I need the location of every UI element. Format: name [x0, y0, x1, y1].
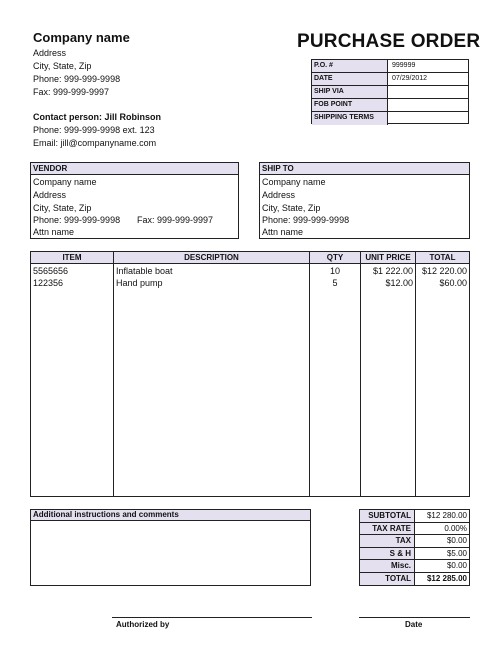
subtotal-row — [360, 510, 469, 523]
col-header-item: ITEM — [62, 253, 82, 262]
tax-row — [360, 535, 469, 548]
date-signature-line[interactable] — [359, 617, 470, 618]
authorized-by-label: Authorized by — [116, 620, 170, 629]
ship-to-city: City, State, Zip — [262, 203, 321, 213]
tax-rate-label: TAX RATE — [360, 523, 415, 535]
po-fob-point-row — [312, 99, 468, 112]
col-header-unit-price: UNIT PRICE — [365, 253, 411, 262]
item-description[interactable]: Hand pump — [116, 278, 163, 288]
col-header-description: DESCRIPTION — [184, 253, 239, 262]
shipping-handling-row — [360, 548, 469, 561]
ship-to-name: Company name — [262, 177, 326, 187]
tax-value: $0.00 — [446, 536, 467, 545]
instructions-header: Additional instructions and comments — [31, 510, 310, 521]
vendor-name: Company name — [33, 177, 97, 187]
item-qty[interactable]: 5 — [332, 278, 338, 288]
item-number[interactable]: 122356 — [33, 278, 64, 288]
contact-person: Contact person: Jill Robinson — [33, 112, 162, 122]
misc-row — [360, 560, 469, 573]
ship-to-box — [259, 162, 470, 239]
vendor-fax: Fax: 999-999-9997 — [137, 215, 214, 225]
column-divider — [113, 252, 114, 496]
total-value: $12 285.00 — [426, 573, 467, 583]
company-phone: Phone: 999-999-9998 — [33, 74, 121, 84]
item-unit-price[interactable]: $1 222.00 — [372, 266, 413, 276]
po-number-value[interactable]: 999999 — [392, 62, 416, 69]
subtotal-label: SUBTOTAL — [360, 510, 415, 522]
tax-label: TAX — [360, 535, 415, 547]
tax-rate-row — [360, 523, 469, 536]
item-total: $60.00 — [439, 278, 467, 288]
item-qty[interactable]: 10 — [329, 266, 340, 276]
instructions-box[interactable] — [30, 509, 311, 586]
misc-label: Misc. — [360, 560, 415, 572]
item-total: $12 220.00 — [421, 266, 467, 276]
subtotal-value: $12 280.00 — [426, 511, 467, 520]
document-title: PURCHASE ORDER — [297, 31, 481, 52]
company-fax: Fax: 999-999-9997 — [33, 87, 110, 97]
po-number-row — [312, 60, 468, 73]
po-ship-via-value[interactable] — [389, 86, 468, 98]
po-ship-via-label: SHIP VIA — [312, 86, 388, 98]
po-date-row — [312, 73, 468, 86]
po-date-value[interactable]: 07/29/2012 — [392, 75, 428, 82]
po-shipping-terms-row — [312, 112, 468, 125]
vendor-attn: Attn name — [33, 227, 75, 237]
ship-to-address: Address — [262, 190, 296, 200]
vendor-city: City, State, Zip — [33, 203, 92, 213]
items-table — [30, 251, 470, 497]
company-name: Company name — [33, 30, 130, 45]
po-ship-via-row — [312, 86, 468, 99]
vendor-header: VENDOR — [31, 163, 238, 175]
po-fob-point-label: FOB POINT — [312, 99, 388, 111]
po-number-label: P.O. # — [312, 60, 388, 72]
shipping-handling-value[interactable]: $5.00 — [446, 548, 467, 558]
ship-to-header: SHIP TO — [260, 163, 469, 175]
col-header-qty: QTY — [326, 253, 344, 262]
item-description[interactable]: Inflatable boat — [116, 266, 173, 276]
item-unit-price[interactable]: $12.00 — [385, 278, 413, 288]
company-address: Address — [33, 48, 67, 58]
total-label: TOTAL — [360, 573, 415, 586]
contact-phone: Phone: 999-999-9998 ext. 123 — [33, 125, 155, 135]
vendor-phone: Phone: 999-999-9998 — [33, 215, 121, 225]
vendor-address: Address — [33, 190, 67, 200]
authorized-signature-line[interactable] — [112, 617, 312, 618]
po-date-label: DATE — [312, 73, 388, 85]
tax-rate-value[interactable]: 0.00% — [444, 523, 467, 533]
total-row — [360, 573, 469, 586]
shipping-handling-label: S & H — [360, 548, 415, 560]
date-label: Date — [405, 620, 423, 629]
po-shipping-terms-label: SHIPPING TERMS — [312, 112, 388, 125]
contact-email: Email: jill@companyname.com — [33, 138, 157, 148]
po-fob-point-value[interactable] — [389, 99, 468, 111]
item-number[interactable]: 5565656 — [33, 266, 69, 276]
company-city: City, State, Zip — [33, 61, 92, 71]
col-header-total: TOTAL — [429, 253, 456, 262]
po-info-table — [311, 59, 469, 124]
ship-to-attn: Attn name — [262, 227, 304, 237]
items-header-row — [31, 252, 469, 264]
totals-table — [359, 509, 470, 586]
vendor-box — [30, 162, 239, 239]
ship-to-phone: Phone: 999-999-9998 — [262, 215, 350, 225]
po-shipping-terms-value[interactable] — [389, 112, 468, 125]
misc-value[interactable]: $0.00 — [446, 561, 467, 570]
